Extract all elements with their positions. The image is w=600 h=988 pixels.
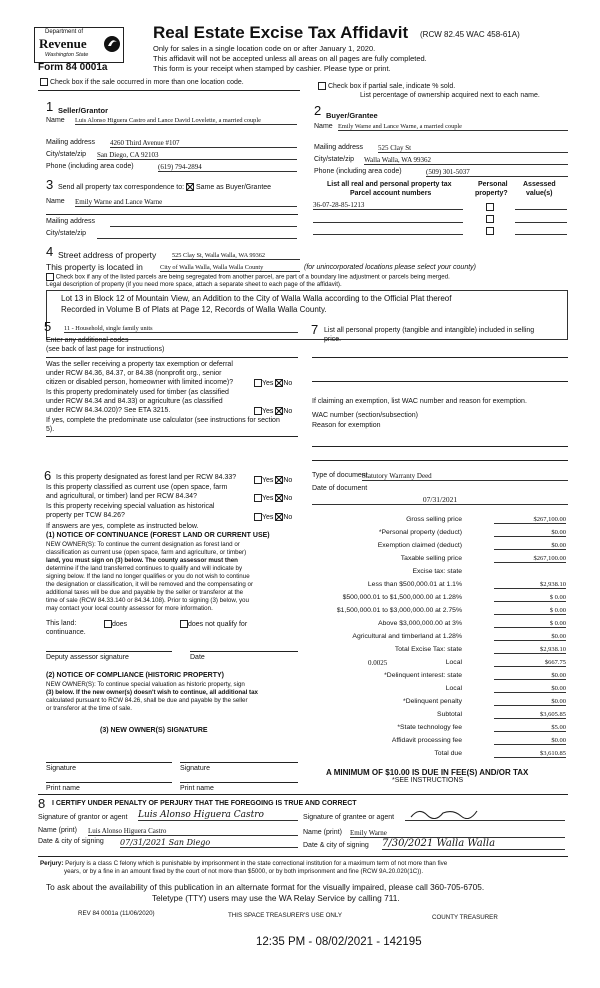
- notice-1-line-f: the designation or classification, it will be removed and the compensating or: [46, 581, 254, 588]
- land-use-code[interactable]: 11 - Household, single family units: [64, 325, 298, 333]
- perjury-notice: [40, 860, 447, 867]
- assessed-header-1: Assessed: [523, 181, 556, 188]
- does-label: does: [112, 620, 128, 628]
- same-as-buyer-label: Same as Buyer/Grantee: [195, 183, 272, 191]
- parcel-number-1[interactable]: 36-07-28-85-1213: [313, 201, 463, 210]
- assessed-value-3[interactable]: [515, 226, 567, 235]
- buyer-name-label: Name: [314, 123, 333, 130]
- subtitle-3: This form is your receipt when stamped by cashier. Please type or print.: [153, 64, 391, 73]
- timber-q-line-2: under RCW 84.34 and 84.33) or agriculture (as classified: [46, 398, 223, 405]
- this-land-label: This land:: [46, 620, 77, 627]
- corr-name-label: Name: [46, 198, 65, 205]
- section-7-number: 7: [311, 322, 319, 337]
- grantee-print-name[interactable]: Emily Warne: [350, 829, 565, 838]
- buyer-city-field[interactable]: Walla Walla, WA 99362: [364, 156, 568, 165]
- form-title: Real Estate Excise Tax Affidavit: [153, 23, 409, 42]
- partial-sale-label: Check box if partial sale, indicate % sold.: [327, 82, 456, 90]
- notice-1-line-i: may contact your local county assessor for more information.: [46, 605, 213, 612]
- timber-yes-checkbox[interactable]: [254, 407, 262, 415]
- no-label: No: [283, 407, 293, 415]
- revision-number: REV 84 0001a (11/06/2020): [78, 910, 155, 917]
- checkmark-x-icon: [276, 477, 282, 483]
- subtitle-2: This affidavit will not be accepted unless all areas on all pages are fully completed.: [153, 54, 427, 63]
- street-label: Street address of property: [58, 250, 157, 260]
- seller-name-label: Name: [46, 117, 65, 124]
- owner-print-label-2: Print name: [180, 785, 214, 792]
- does-row: [104, 620, 127, 628]
- no-label: No: [283, 379, 293, 387]
- multi-location-label: Check box if the sale occurred in more than one location code.: [49, 78, 244, 86]
- section-8-number: 8: [38, 796, 46, 811]
- seller-phone-label: Phone (including area code): [46, 163, 134, 170]
- notice-2-line-b: (3) below. If the new owner(s) doesn't wish to continue, all additional tax: [46, 689, 258, 696]
- grantee-signature-scribble: [409, 807, 479, 819]
- street-field[interactable]: 525 Clay St, Walla Walla, WA 99362: [172, 252, 300, 260]
- grantor-print-name[interactable]: Luis Alonso Higuera Castro: [88, 827, 298, 836]
- current-use-yes-checkbox[interactable]: [254, 494, 262, 502]
- corr-mail-label: Mailing address: [46, 218, 96, 225]
- segregation-checkbox[interactable]: [46, 273, 54, 281]
- grantee-date-label: Date & city of signing: [303, 842, 369, 849]
- exemption-q-line-3: citizen or disabled person, homeowner with limited income)?: [46, 379, 234, 386]
- wac-instruction: If claiming an exemption, list WAC number and reason for exemption.: [312, 398, 527, 405]
- logo-line3: Washington State: [45, 52, 89, 58]
- parcel-number-2[interactable]: [313, 214, 463, 223]
- parcel-header-1: List all real and personal property tax: [327, 181, 452, 188]
- exemption-yes-checkbox[interactable]: [254, 379, 262, 387]
- checkmark-x-icon: [276, 380, 282, 386]
- does-not-label: does not qualify for: [188, 620, 248, 628]
- rate-3-label: $1,500,000.01 to $3,000,000.00 at 2.75%: [336, 607, 462, 614]
- total-due-value[interactable]: $3,610.85: [494, 750, 566, 758]
- exemption-yes-no: [254, 379, 292, 387]
- notice-1-line-h: time of sale (RCW 84.33.140 or 84.34.108). Prior to signing (3) below, you: [46, 597, 249, 604]
- yes-label: Yes: [262, 494, 274, 502]
- rate-4-label: Above $3,000,000.00 at 3%: [378, 620, 462, 627]
- yes-label: Yes: [262, 513, 274, 521]
- historic-q-2: property per TCW 84.26?: [46, 512, 125, 519]
- parcel-header-2: Parcel account numbers: [350, 190, 432, 197]
- predominate-note-1: If yes, complete the predominate use calculator (see instructions for section: [46, 417, 280, 424]
- multi-location-row: [40, 78, 244, 86]
- penalty-value[interactable]: $0.00: [494, 698, 566, 706]
- current-use-q-1: Is this property classified as current use (open space, farm: [46, 484, 228, 491]
- grantor-date-label: Date & city of signing: [38, 838, 104, 845]
- notice-1-line-b: classification as current use (open space, farm and agriculture, or timber): [46, 549, 247, 556]
- exemption-q-line-1: Was the seller receiving a property tax exemption or deferral: [46, 361, 233, 368]
- document-date-field[interactable]: 07/31/2021: [312, 495, 568, 505]
- current-use-no-checkbox[interactable]: [275, 494, 283, 502]
- total-state-label: Total Excise Tax: state: [394, 646, 462, 653]
- owner-signature-label-2: Signature: [180, 765, 210, 772]
- owner-signature-label-1: Signature: [46, 765, 76, 772]
- taxable-selling-label: Taxable selling price: [400, 555, 462, 562]
- section-6-number: 6: [44, 468, 52, 483]
- document-type-field[interactable]: Statutory Warranty Deed: [362, 472, 568, 481]
- deputy-date-label: Date: [190, 654, 205, 661]
- assessed-value-1[interactable]: [515, 201, 567, 210]
- rcw-reference: (RCW 82.45 WAC 458-61A): [420, 30, 520, 39]
- notice-1-line-g: additional taxes will be due and payable by the seller or transferor at the: [46, 589, 244, 596]
- no-label: No: [283, 476, 293, 484]
- rate-5-label: Agricultural and timberland at 1.28%: [352, 633, 462, 640]
- personal-property-label-2: price.: [324, 336, 342, 343]
- forest-q: Is this property designated as forest land per RCW 84.33?: [56, 474, 237, 481]
- buyer-mail-field[interactable]: 525 Clay St: [378, 144, 568, 153]
- no-label: No: [283, 513, 293, 521]
- interest-state-label: *Delinquent interest: state: [384, 672, 462, 679]
- does-checkbox[interactable]: [104, 620, 112, 628]
- local-rate: 0.0025: [368, 659, 388, 667]
- exemption-deduct-value[interactable]: $0.00: [494, 542, 566, 550]
- corr-city-field[interactable]: [97, 230, 297, 239]
- grantor-date-city[interactable]: 07/31/2021 San Diego: [120, 838, 298, 848]
- rate-1-label: Less than $500,000.01 at 1.1%: [367, 581, 462, 588]
- location-field[interactable]: City of Walla Walla, Walla Walla County: [160, 264, 300, 272]
- historic-yes-checkbox[interactable]: [254, 513, 262, 521]
- current-use-q-2: and agricultural, or timber) land per RCW 84.34?: [46, 493, 197, 500]
- document-date-label: Date of document: [312, 485, 368, 492]
- logo-line2: Revenue: [39, 36, 87, 51]
- buyer-name-field[interactable]: Emily Warne and Lance Warne, a married couple: [338, 123, 568, 131]
- checkmark-x-icon: [276, 408, 282, 414]
- grantee-print-label: Name (print): [303, 829, 342, 836]
- tech-fee-value[interactable]: $5.00: [494, 724, 566, 732]
- continuance-label: continuance.: [46, 629, 86, 636]
- corr-name-field[interactable]: Emily Warne and Lance Warne: [75, 198, 297, 207]
- perjury-label: Perjury:: [40, 860, 64, 867]
- wac-number-label: WAC number (section/subsection): [312, 412, 418, 419]
- predominate-note-2: 5).: [46, 426, 55, 433]
- partial-sale-note: List percentage of ownership acquired next to each name.: [360, 92, 540, 99]
- forest-yes-no: [254, 476, 292, 484]
- notice-compliance-title: (2) NOTICE OF COMPLIANCE (HISTORIC PROPERTY): [46, 672, 224, 679]
- accessibility-line-2: Teletype (TTY) users may use the WA Relay Service by calling 711.: [152, 893, 400, 903]
- local-label: Local: [445, 659, 462, 666]
- checkmark-x-icon: [276, 514, 282, 520]
- grantor-signature[interactable]: Luis Alonso Higuera Castro: [138, 810, 298, 821]
- rate-5-value[interactable]: $0.00: [494, 633, 566, 641]
- form-number: Form 84 0001a: [38, 62, 108, 73]
- document-type-label: Type of document: [312, 472, 368, 479]
- timber-no-checkbox[interactable]: [275, 407, 283, 415]
- buyer-phone-label: Phone (including area code): [314, 168, 402, 175]
- personal-checkbox-2[interactable]: [486, 215, 494, 223]
- same-as-buyer-checkbox[interactable]: [186, 183, 194, 191]
- timber-q-line-3: under RCW 84.34.020)? See ETA 3215.: [46, 407, 171, 414]
- interest-state-value[interactable]: $0.00: [494, 672, 566, 680]
- checkmark-x-icon: [187, 184, 193, 190]
- rate-2-value[interactable]: $ 0.00: [494, 594, 566, 602]
- subtotal-label: Subtotal: [437, 711, 462, 718]
- section-3-number: 3: [46, 177, 54, 192]
- section-4-number: 4: [46, 244, 54, 259]
- corr-city-label: City/state/zip: [46, 230, 87, 237]
- rate-3-value[interactable]: $ 0.00: [494, 607, 566, 615]
- subtotal-value[interactable]: $3,605.85: [494, 711, 566, 719]
- does-not-row: [180, 620, 247, 628]
- subtitle-1: Only for sales in a single location code on or after January 1, 2020.: [153, 44, 376, 53]
- timber-yes-no: [254, 407, 292, 415]
- total-state-value[interactable]: $2,938.10: [494, 646, 566, 654]
- perjury-text-1: Perjury is a class C felony which is punishable by imprisonment in the state correctional institution for a maximum term of not more than five: [65, 860, 448, 867]
- revenue-logo: [34, 27, 124, 63]
- treasurer-space: THIS SPACE TREASURER'S USE ONLY: [228, 912, 342, 919]
- section-2-number: 2: [314, 103, 322, 118]
- wac-reason-label: Reason for exemption: [312, 422, 381, 429]
- notice-1-line-d: determine if the land transferred continues to qualify and will indicate by: [46, 565, 243, 572]
- legal-desc-label: Legal description of property (if you need more space, attach a separate sheet to each page of the affidavit).: [46, 281, 342, 288]
- forest-no-checkbox[interactable]: [275, 476, 283, 484]
- notice-1-line-c: land, you must sign on (3) below. The county assessor must then: [46, 557, 238, 564]
- seller-mail-field[interactable]: 4260 Third Avenue #107: [110, 139, 297, 148]
- does-not-checkbox[interactable]: [180, 620, 188, 628]
- answers-note: If answers are yes, complete as instructed below.: [46, 523, 199, 530]
- deputy-signature-label: Deputy assessor signature: [46, 654, 129, 661]
- parcel-number-3[interactable]: [313, 226, 463, 235]
- local-value[interactable]: $667.75: [494, 659, 566, 667]
- seller-city-field[interactable]: San Diego, CA 92103: [97, 151, 297, 160]
- location-note: (for unincorporated locations please select your county): [304, 264, 476, 271]
- assessed-header-2: value(s): [526, 190, 553, 197]
- accessibility-line-1: To ask about the availability of this publication in an alternate format for the visually impaired, please call 360-705-6705.: [46, 882, 485, 892]
- corr-mail-field[interactable]: [110, 218, 297, 227]
- grantee-signature[interactable]: [405, 810, 565, 821]
- notice-2-line-a: NEW OWNER(S): To continue special valuation as historic property, sign: [46, 681, 245, 688]
- seller-mail-label: Mailing address: [46, 139, 96, 146]
- rate-1-value[interactable]: $2,938.10: [494, 581, 566, 589]
- segregation-label: Check box if any of the listed parcels are being segregated from another parcel, are part of a boundary line adjustment or parcels being merged.: [55, 273, 450, 281]
- yes-label: Yes: [262, 407, 274, 415]
- historic-q-1: Is this property receiving special valuation as historical: [46, 503, 215, 510]
- personal-property-label-1: List all personal property (tangible and intangible) included in selling: [324, 327, 535, 334]
- county-treasurer: COUNTY TREASURER: [432, 914, 498, 921]
- grantee-date-city[interactable]: 7/30/2021 Walla Walla: [382, 838, 565, 850]
- notice-1-line-e: signing below. If the land no longer qualifies or you do not wish to continue: [46, 573, 250, 580]
- partial-sale-row: [318, 82, 455, 90]
- exemption-deduct-label: Exemption claimed (deduct): [377, 542, 462, 549]
- personal-property-deduct-label: *Personal property (deduct): [378, 529, 462, 536]
- notice-1-line-a: NEW OWNER(S): To continue the current designation as forest land or: [46, 541, 240, 548]
- yes-label: Yes: [262, 379, 274, 387]
- recording-stamp: 12:35 PM - 08/02/2021 - 142195: [256, 936, 422, 948]
- tech-fee-label: *State technology fee: [397, 724, 462, 731]
- grantor-print-label: Name (print): [38, 827, 77, 834]
- location-label: This property is located in: [46, 262, 143, 272]
- grantee-signature-label: Signature of grantee or agent: [303, 814, 395, 821]
- personal-property-deduct-value[interactable]: $0.00: [494, 529, 566, 537]
- buyer-mail-label: Mailing address: [314, 144, 364, 151]
- grantor-signature-label: Signature of grantor or agent: [38, 814, 128, 821]
- personal-checkbox-1[interactable]: [486, 203, 494, 211]
- personal-header-2: property?: [475, 190, 508, 197]
- rate-4-value[interactable]: $ 0.00: [494, 620, 566, 628]
- owner-print-label-1: Print name: [46, 785, 80, 792]
- excise-state-label: Excise tax: state: [412, 568, 462, 575]
- section-1-number: 1: [46, 99, 54, 114]
- seller-city-label: City/state/zip: [46, 151, 87, 158]
- timber-q-line-1: Is this property predominately used for timber (as classified: [46, 389, 229, 396]
- correspondence-label: Send all property tax correspondence to:: [58, 183, 185, 191]
- personal-checkbox-3[interactable]: [486, 227, 494, 235]
- current-use-yes-no: [254, 494, 292, 502]
- seller-phone-field[interactable]: (619) 794-2894: [158, 163, 297, 172]
- rate-2-label: $500,000.01 to $1,500,000.00 at 1.28%: [342, 594, 462, 601]
- exemption-q-line-2: under RCW 84.36, 84.37, or 84.38 (nonprofit org., senior: [46, 370, 222, 377]
- multi-location-checkbox[interactable]: [40, 78, 48, 86]
- legal-desc-line-2: Recorded in Volume B of Plats at Page 12, Records of Walla Walla County.: [61, 305, 327, 314]
- notice-2-line-c: calculated pursuant to RCW 84.26, shall be due and payable by the seller: [46, 697, 248, 704]
- section-5-number: 5: [44, 319, 52, 334]
- partial-sale-checkbox[interactable]: [318, 82, 326, 90]
- seller-title: Seller/Grantor: [58, 106, 109, 115]
- personal-header-1: Personal: [478, 181, 508, 188]
- certify-statement: I CERTIFY UNDER PENALTY OF PERJURY THAT THE FOREGOING IS TRUE AND CORRECT: [52, 800, 357, 807]
- forest-yes-checkbox[interactable]: [254, 476, 262, 484]
- segregation-row: [46, 273, 450, 281]
- total-due-label: Total due: [434, 750, 462, 757]
- historic-yes-no: [254, 513, 292, 521]
- taxable-selling-value[interactable]: $267,100.00: [494, 555, 566, 563]
- notice-2-line-d: or transferor at the time of sale.: [46, 705, 132, 712]
- affidavit-fee-value[interactable]: $0.00: [494, 737, 566, 745]
- interest-local-value[interactable]: $0.00: [494, 685, 566, 693]
- buyer-title: Buyer/Grantee: [326, 111, 378, 120]
- revenue-swirl-icon: [103, 34, 121, 54]
- notice-continuance-title: (1) NOTICE OF CONTINUANCE (FOREST LAND OR CURRENT USE): [46, 532, 270, 539]
- historic-no-checkbox[interactable]: [275, 513, 283, 521]
- checkmark-x-icon: [276, 495, 282, 501]
- interest-local-label: Local: [445, 685, 462, 692]
- legal-desc-line-1: Lot 13 in Block 12 of Mountain View, an Addition to the City of Walla Walla according to the Official Plat thereof: [61, 294, 452, 303]
- yes-label: Yes: [262, 476, 274, 484]
- gross-selling-label: Gross selling price: [406, 516, 462, 523]
- see-instructions: *SEE INSTRUCTIONS: [392, 777, 464, 784]
- penalty-label: *Delinquent penalty: [403, 698, 462, 705]
- affidavit-fee-label: Affidavit processing fee: [391, 737, 462, 744]
- logo-line1: Department of: [45, 29, 84, 35]
- perjury-text-2: years, or by a fine in an amount fixed by the court of not more than $5000, or by both imprisonment and fine (RCW 9A.20.020(1C)).: [64, 868, 424, 875]
- additional-codes-note: (see back of last page for instructions): [46, 346, 165, 353]
- buyer-city-label: City/state/zip: [314, 156, 355, 163]
- correspondence-row: [58, 183, 271, 191]
- no-label: No: [283, 494, 293, 502]
- buyer-phone-field[interactable]: (509) 301-5037: [426, 168, 568, 177]
- new-owner-signature-title: (3) NEW OWNER(S) SIGNATURE: [100, 727, 208, 734]
- minimum-due-notice: A MINIMUM OF $10.00 IS DUE IN FEE(S) AND/OR TAX: [326, 768, 529, 777]
- assessed-value-2[interactable]: [515, 214, 567, 223]
- seller-name-field[interactable]: Luis Alonso Higuera Castro and Lance David Lovelette, a married couple: [75, 117, 297, 125]
- gross-selling-value[interactable]: $267,100.00: [494, 516, 566, 524]
- exemption-no-checkbox[interactable]: [275, 379, 283, 387]
- additional-codes-label: Enter any additional codes: [46, 337, 129, 344]
